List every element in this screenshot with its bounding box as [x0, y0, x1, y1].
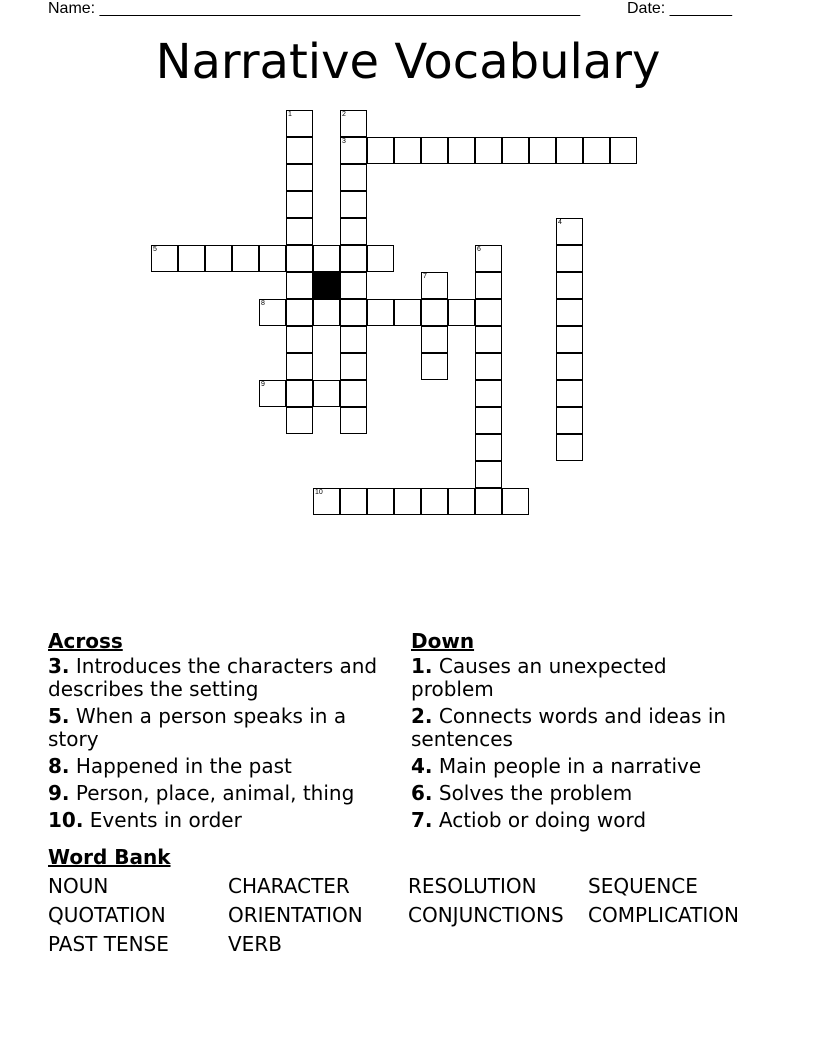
word-bank-item: VERB [228, 932, 282, 956]
across-clue-10: 10. Events in order [48, 808, 242, 832]
page-title: Narrative Vocabulary [155, 34, 661, 90]
crossword-cell[interactable] [367, 488, 394, 515]
crossword-cell[interactable] [340, 218, 367, 245]
crossword-cell[interactable] [286, 380, 313, 407]
crossword-cell[interactable] [475, 326, 502, 353]
crossword-cell[interactable] [313, 299, 340, 326]
crossword-cell[interactable] [313, 380, 340, 407]
clue-number: 10 [315, 489, 323, 496]
crossword-cell[interactable] [340, 407, 367, 434]
crossword-cell[interactable] [556, 434, 583, 461]
word-bank-item: CONJUNCTIONS [408, 903, 564, 927]
crossword-cell[interactable] [448, 137, 475, 164]
crossword-cell[interactable] [286, 353, 313, 380]
crossword-cell[interactable] [367, 137, 394, 164]
crossword-cell[interactable] [475, 137, 502, 164]
crossword-cell[interactable] [286, 137, 313, 164]
crossword-cell[interactable] [475, 299, 502, 326]
crossword-cell[interactable] [421, 488, 448, 515]
clue-number: 8 [261, 300, 265, 307]
word-bank-item: COMPLICATION [588, 903, 739, 927]
crossword-cell[interactable] [286, 299, 313, 326]
crossword-cell[interactable] [178, 245, 205, 272]
across-clue-9: 9. Person, place, animal, thing [48, 781, 355, 805]
crossword-cell[interactable] [556, 137, 583, 164]
crossword-cell[interactable] [313, 488, 340, 515]
word-bank-item: ORIENTATION [228, 903, 363, 927]
crossword-cell[interactable] [556, 326, 583, 353]
crossword-cell[interactable] [340, 137, 367, 164]
crossword-cell[interactable] [448, 299, 475, 326]
crossword-cell[interactable] [340, 191, 367, 218]
crossword-cell[interactable] [286, 218, 313, 245]
crossword-cell[interactable] [286, 245, 313, 272]
crossword-cell[interactable] [556, 407, 583, 434]
across-heading: Across [48, 629, 123, 653]
clue-number: 3 [342, 138, 346, 145]
word-bank-item: NOUN [48, 874, 109, 898]
crossword-cell[interactable] [340, 164, 367, 191]
crossword-cell[interactable] [232, 245, 259, 272]
crossword-cell[interactable] [583, 137, 610, 164]
crossword-cell[interactable] [259, 245, 286, 272]
crossword-cell[interactable] [340, 488, 367, 515]
crossword-cell[interactable] [556, 218, 583, 245]
crossword-cell[interactable] [421, 326, 448, 353]
down-clue-6: 6. Solves the problem [411, 781, 633, 805]
clue-number: 5 [153, 246, 157, 253]
down-clue-1: 1. Causes an unexpected problem [411, 654, 667, 701]
crossword-black-cell [313, 272, 340, 299]
crossword-cell[interactable] [475, 461, 502, 488]
word-bank [48, 874, 768, 956]
crossword-cell[interactable] [286, 326, 313, 353]
crossword-cell[interactable] [556, 245, 583, 272]
crossword-cell[interactable] [367, 245, 394, 272]
clue-number: 7 [423, 273, 427, 280]
crossword-cell[interactable] [475, 407, 502, 434]
across-clue-5: 5. When a person speaks in a story [48, 704, 347, 751]
down-heading: Down [411, 629, 475, 653]
crossword-cell[interactable] [394, 299, 421, 326]
crossword-cell[interactable] [421, 299, 448, 326]
word-bank-item: QUOTATION [48, 903, 166, 927]
crossword-cell[interactable] [286, 191, 313, 218]
word-bank-item: PAST TENSE [48, 932, 169, 956]
crossword-cell[interactable] [340, 353, 367, 380]
crossword-cell[interactable] [340, 272, 367, 299]
crossword-cell[interactable] [286, 164, 313, 191]
crossword-cell[interactable] [367, 299, 394, 326]
word-bank-item: SEQUENCE [588, 874, 698, 898]
crossword-cell[interactable] [340, 380, 367, 407]
crossword-cell[interactable] [151, 245, 178, 272]
crossword-cell[interactable] [502, 137, 529, 164]
crossword-cell[interactable] [556, 380, 583, 407]
crossword-cell[interactable] [259, 299, 286, 326]
down-clue-4: 4. Main people in a narrative [411, 754, 702, 778]
crossword-cell[interactable] [475, 434, 502, 461]
crossword-cell[interactable] [448, 488, 475, 515]
crossword-cell[interactable] [556, 272, 583, 299]
crossword-cell[interactable] [475, 488, 502, 515]
crossword-cell[interactable] [340, 326, 367, 353]
crossword-cell[interactable] [205, 245, 232, 272]
crossword-cell[interactable] [394, 137, 421, 164]
crossword-cell[interactable] [421, 272, 448, 299]
across-clues [48, 630, 388, 836]
date-field: Date: _______ [627, 0, 732, 17]
crossword-cell[interactable] [286, 272, 313, 299]
crossword-cell[interactable] [313, 245, 340, 272]
crossword-cell[interactable] [421, 137, 448, 164]
crossword-cell[interactable] [259, 380, 286, 407]
word-bank-item: CHARACTER [228, 874, 350, 898]
crossword-cell[interactable] [475, 353, 502, 380]
down-clue-2: 2. Connects words and ideas in sentences [411, 704, 727, 751]
clue-number: 4 [558, 219, 562, 226]
crossword-cell[interactable] [394, 488, 421, 515]
name-field: Name: ______________________________________________________ [48, 0, 581, 17]
crossword-cell[interactable] [340, 299, 367, 326]
crossword-cell[interactable] [340, 245, 367, 272]
clue-number: 6 [477, 246, 481, 253]
crossword-cell[interactable] [529, 137, 556, 164]
crossword-cell[interactable] [286, 407, 313, 434]
crossword-cell[interactable] [475, 380, 502, 407]
word-bank-item: RESOLUTION [408, 874, 537, 898]
crossword-cell[interactable] [340, 110, 367, 137]
crossword-cell[interactable] [610, 137, 637, 164]
clue-number: 9 [261, 381, 265, 388]
down-clue-7: 7. Actiob or doing word [411, 808, 647, 832]
word-bank-heading: Word Bank [48, 845, 171, 869]
clue-number: 1 [288, 111, 292, 118]
crossword-cell[interactable] [475, 245, 502, 272]
crossword-cell[interactable] [556, 299, 583, 326]
across-clue-8: 8. Happened in the past [48, 754, 292, 778]
crossword-cell[interactable] [556, 353, 583, 380]
crossword-cell[interactable] [421, 353, 448, 380]
down-clues [411, 630, 751, 836]
crossword-cell[interactable] [475, 272, 502, 299]
clue-number: 2 [342, 111, 346, 118]
crossword-cell[interactable] [286, 110, 313, 137]
across-clue-3: 3. Introduces the characters and describes the setting [48, 654, 378, 701]
crossword-cell[interactable] [502, 488, 529, 515]
